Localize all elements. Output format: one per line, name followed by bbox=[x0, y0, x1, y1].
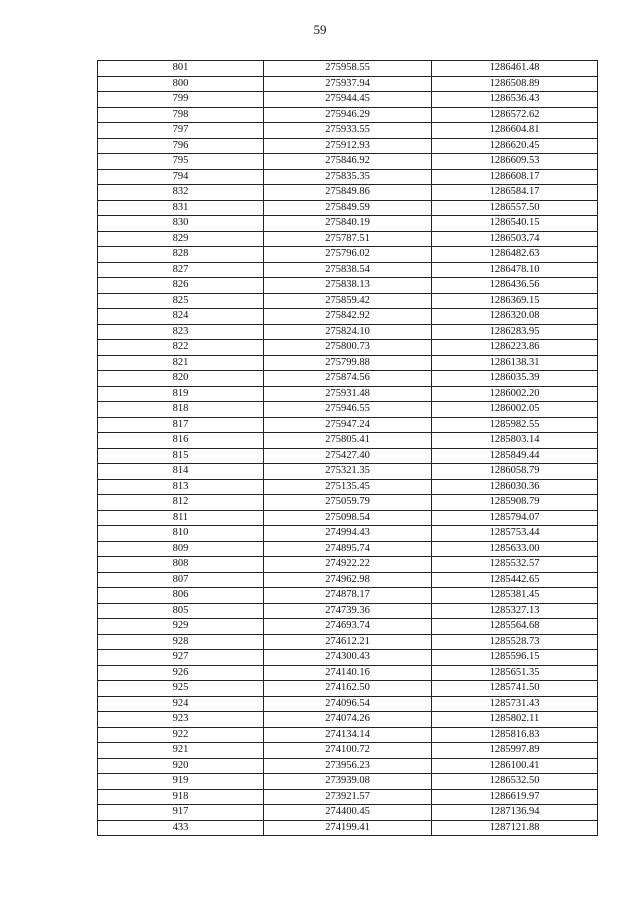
table-row bbox=[98, 603, 598, 619]
y-coordinate-cell: 1285731.43 bbox=[432, 696, 598, 712]
x-coordinate-cell: 275787.51 bbox=[264, 231, 432, 247]
point-number-cell: 926 bbox=[98, 665, 264, 681]
table-row bbox=[98, 789, 598, 805]
x-coordinate-cell: 275800.73 bbox=[264, 340, 432, 356]
y-coordinate-cell: 1286058.79 bbox=[432, 464, 598, 480]
y-coordinate-cell: 1285651.35 bbox=[432, 665, 598, 681]
y-coordinate-cell: 1285908.79 bbox=[432, 495, 598, 511]
y-coordinate-cell: 1285753.44 bbox=[432, 526, 598, 542]
point-number-cell: 923 bbox=[98, 712, 264, 728]
x-coordinate-cell: 275838.13 bbox=[264, 278, 432, 294]
y-coordinate-cell: 1285596.15 bbox=[432, 650, 598, 666]
table-row bbox=[98, 169, 598, 185]
x-coordinate-cell: 275835.35 bbox=[264, 169, 432, 185]
x-coordinate-cell: 274739.36 bbox=[264, 603, 432, 619]
table-row bbox=[98, 92, 598, 108]
x-coordinate-cell: 275947.24 bbox=[264, 417, 432, 433]
point-number-cell: 927 bbox=[98, 650, 264, 666]
y-coordinate-cell: 1286620.45 bbox=[432, 138, 598, 154]
x-coordinate-cell: 275796.02 bbox=[264, 247, 432, 263]
table-row bbox=[98, 650, 598, 666]
table-row bbox=[98, 634, 598, 650]
table-row bbox=[98, 758, 598, 774]
x-coordinate-cell: 274994.43 bbox=[264, 526, 432, 542]
point-number-cell: 826 bbox=[98, 278, 264, 294]
table-row bbox=[98, 619, 598, 635]
x-coordinate-cell: 275840.19 bbox=[264, 216, 432, 232]
x-coordinate-cell: 274134.14 bbox=[264, 727, 432, 743]
table-row bbox=[98, 262, 598, 278]
y-coordinate-cell: 1285816.83 bbox=[432, 727, 598, 743]
x-coordinate-cell: 273921.57 bbox=[264, 789, 432, 805]
table-row bbox=[98, 309, 598, 325]
point-number-cell: 796 bbox=[98, 138, 264, 154]
y-coordinate-cell: 1286002.20 bbox=[432, 386, 598, 402]
point-number-cell: 819 bbox=[98, 386, 264, 402]
page-number: 59 bbox=[313, 22, 327, 37]
y-coordinate-cell: 1286482.63 bbox=[432, 247, 598, 263]
table-row bbox=[98, 340, 598, 356]
table-row bbox=[98, 448, 598, 464]
point-number-cell: 827 bbox=[98, 262, 264, 278]
coordinates-table bbox=[97, 60, 598, 836]
y-coordinate-cell: 1285327.13 bbox=[432, 603, 598, 619]
table-row bbox=[98, 138, 598, 154]
y-coordinate-cell: 1285381.45 bbox=[432, 588, 598, 604]
point-number-cell: 800 bbox=[98, 76, 264, 92]
y-coordinate-cell: 1286320.08 bbox=[432, 309, 598, 325]
y-coordinate-cell: 1286100.41 bbox=[432, 758, 598, 774]
x-coordinate-cell: 275321.35 bbox=[264, 464, 432, 480]
point-number-cell: 918 bbox=[98, 789, 264, 805]
x-coordinate-cell: 274878.17 bbox=[264, 588, 432, 604]
y-coordinate-cell: 1286584.17 bbox=[432, 185, 598, 201]
table-row bbox=[98, 107, 598, 123]
x-coordinate-cell: 274400.45 bbox=[264, 805, 432, 821]
table-row bbox=[98, 402, 598, 418]
table-row bbox=[98, 417, 598, 433]
point-number-cell: 816 bbox=[98, 433, 264, 449]
y-coordinate-cell: 1287121.88 bbox=[432, 820, 598, 836]
x-coordinate-cell: 275933.55 bbox=[264, 123, 432, 139]
point-number-cell: 801 bbox=[98, 61, 264, 77]
table-row bbox=[98, 355, 598, 371]
y-coordinate-cell: 1286503.74 bbox=[432, 231, 598, 247]
point-number-cell: 805 bbox=[98, 603, 264, 619]
x-coordinate-cell: 275846.92 bbox=[264, 154, 432, 170]
point-number-cell: 820 bbox=[98, 371, 264, 387]
table-row bbox=[98, 557, 598, 573]
x-coordinate-cell: 274612.21 bbox=[264, 634, 432, 650]
point-number-cell: 795 bbox=[98, 154, 264, 170]
point-number-cell: 920 bbox=[98, 758, 264, 774]
x-coordinate-cell: 274199.41 bbox=[264, 820, 432, 836]
point-number-cell: 925 bbox=[98, 681, 264, 697]
point-number-cell: 922 bbox=[98, 727, 264, 743]
table-row bbox=[98, 433, 598, 449]
y-coordinate-cell: 1286369.15 bbox=[432, 293, 598, 309]
y-coordinate-cell: 1285997.89 bbox=[432, 743, 598, 759]
point-number-cell: 831 bbox=[98, 200, 264, 216]
y-coordinate-cell: 1285794.07 bbox=[432, 510, 598, 526]
point-number-cell: 806 bbox=[98, 588, 264, 604]
y-coordinate-cell: 1285564.68 bbox=[432, 619, 598, 635]
y-coordinate-cell: 1287136.94 bbox=[432, 805, 598, 821]
table-row bbox=[98, 588, 598, 604]
point-number-cell: 917 bbox=[98, 805, 264, 821]
x-coordinate-cell: 274162.50 bbox=[264, 681, 432, 697]
point-number-cell: 928 bbox=[98, 634, 264, 650]
x-coordinate-cell: 275944.45 bbox=[264, 92, 432, 108]
x-coordinate-cell: 274096.54 bbox=[264, 696, 432, 712]
y-coordinate-cell: 1286557.50 bbox=[432, 200, 598, 216]
y-coordinate-cell: 1285982.55 bbox=[432, 417, 598, 433]
point-number-cell: 829 bbox=[98, 231, 264, 247]
x-coordinate-cell: 275859.42 bbox=[264, 293, 432, 309]
x-coordinate-cell: 275838.54 bbox=[264, 262, 432, 278]
point-number-cell: 828 bbox=[98, 247, 264, 263]
table-row bbox=[98, 541, 598, 557]
table-row bbox=[98, 200, 598, 216]
point-number-cell: 830 bbox=[98, 216, 264, 232]
x-coordinate-cell: 274140.16 bbox=[264, 665, 432, 681]
x-coordinate-cell: 274693.74 bbox=[264, 619, 432, 635]
x-coordinate-cell: 275946.55 bbox=[264, 402, 432, 418]
point-number-cell: 813 bbox=[98, 479, 264, 495]
x-coordinate-cell: 275931.48 bbox=[264, 386, 432, 402]
y-coordinate-cell: 1286030.36 bbox=[432, 479, 598, 495]
y-coordinate-cell: 1285802.11 bbox=[432, 712, 598, 728]
x-coordinate-cell: 274922.22 bbox=[264, 557, 432, 573]
point-number-cell: 808 bbox=[98, 557, 264, 573]
y-coordinate-cell: 1286540.15 bbox=[432, 216, 598, 232]
x-coordinate-cell: 275805.41 bbox=[264, 433, 432, 449]
table-row bbox=[98, 293, 598, 309]
table-row bbox=[98, 712, 598, 728]
x-coordinate-cell: 275135.45 bbox=[264, 479, 432, 495]
point-number-cell: 817 bbox=[98, 417, 264, 433]
point-number-cell: 921 bbox=[98, 743, 264, 759]
y-coordinate-cell: 1285741.50 bbox=[432, 681, 598, 697]
y-coordinate-cell: 1286223.86 bbox=[432, 340, 598, 356]
table-row bbox=[98, 386, 598, 402]
point-number-cell: 812 bbox=[98, 495, 264, 511]
table-row bbox=[98, 743, 598, 759]
point-number-cell: 810 bbox=[98, 526, 264, 542]
table-row bbox=[98, 526, 598, 542]
y-coordinate-cell: 1286604.81 bbox=[432, 123, 598, 139]
table-row bbox=[98, 495, 598, 511]
x-coordinate-cell: 275874.56 bbox=[264, 371, 432, 387]
table-row bbox=[98, 123, 598, 139]
table-row bbox=[98, 76, 598, 92]
table-row bbox=[98, 278, 598, 294]
point-number-cell: 433 bbox=[98, 820, 264, 836]
y-coordinate-cell: 1285633.00 bbox=[432, 541, 598, 557]
y-coordinate-cell: 1286609.53 bbox=[432, 154, 598, 170]
y-coordinate-cell: 1286478.10 bbox=[432, 262, 598, 278]
table-row bbox=[98, 231, 598, 247]
point-number-cell: 823 bbox=[98, 324, 264, 340]
x-coordinate-cell: 275912.93 bbox=[264, 138, 432, 154]
table-row bbox=[98, 247, 598, 263]
y-coordinate-cell: 1285532.57 bbox=[432, 557, 598, 573]
y-coordinate-cell: 1286461.48 bbox=[432, 61, 598, 77]
point-number-cell: 794 bbox=[98, 169, 264, 185]
y-coordinate-cell: 1285849.44 bbox=[432, 448, 598, 464]
point-number-cell: 798 bbox=[98, 107, 264, 123]
point-number-cell: 825 bbox=[98, 293, 264, 309]
table-row bbox=[98, 774, 598, 790]
x-coordinate-cell: 275824.10 bbox=[264, 324, 432, 340]
table-row bbox=[98, 510, 598, 526]
table-row bbox=[98, 185, 598, 201]
x-coordinate-cell: 275946.29 bbox=[264, 107, 432, 123]
point-number-cell: 822 bbox=[98, 340, 264, 356]
point-number-cell: 821 bbox=[98, 355, 264, 371]
x-coordinate-cell: 275849.86 bbox=[264, 185, 432, 201]
y-coordinate-cell: 1286619.97 bbox=[432, 789, 598, 805]
x-coordinate-cell: 274100.72 bbox=[264, 743, 432, 759]
point-number-cell: 924 bbox=[98, 696, 264, 712]
point-number-cell: 811 bbox=[98, 510, 264, 526]
y-coordinate-cell: 1285528.73 bbox=[432, 634, 598, 650]
y-coordinate-cell: 1285803.14 bbox=[432, 433, 598, 449]
y-coordinate-cell: 1286436.56 bbox=[432, 278, 598, 294]
y-coordinate-cell: 1286283.95 bbox=[432, 324, 598, 340]
point-number-cell: 818 bbox=[98, 402, 264, 418]
table-row bbox=[98, 727, 598, 743]
point-number-cell: 809 bbox=[98, 541, 264, 557]
y-coordinate-cell: 1286508.89 bbox=[432, 76, 598, 92]
table-row bbox=[98, 572, 598, 588]
x-coordinate-cell: 275937.94 bbox=[264, 76, 432, 92]
x-coordinate-cell: 274300.43 bbox=[264, 650, 432, 666]
x-coordinate-cell: 275098.54 bbox=[264, 510, 432, 526]
x-coordinate-cell: 275059.79 bbox=[264, 495, 432, 511]
y-coordinate-cell: 1286536.43 bbox=[432, 92, 598, 108]
x-coordinate-cell: 273939.08 bbox=[264, 774, 432, 790]
x-coordinate-cell: 275958.55 bbox=[264, 61, 432, 77]
y-coordinate-cell: 1286572.62 bbox=[432, 107, 598, 123]
x-coordinate-cell: 274895.74 bbox=[264, 541, 432, 557]
table-row bbox=[98, 479, 598, 495]
x-coordinate-cell: 275427.40 bbox=[264, 448, 432, 464]
y-coordinate-cell: 1286532.50 bbox=[432, 774, 598, 790]
point-number-cell: 814 bbox=[98, 464, 264, 480]
x-coordinate-cell: 273956.23 bbox=[264, 758, 432, 774]
x-coordinate-cell: 275849.59 bbox=[264, 200, 432, 216]
y-coordinate-cell: 1286002.05 bbox=[432, 402, 598, 418]
table-row bbox=[98, 805, 598, 821]
y-coordinate-cell: 1286608.17 bbox=[432, 169, 598, 185]
table-row bbox=[98, 681, 598, 697]
table-row bbox=[98, 820, 598, 836]
table-row bbox=[98, 61, 598, 77]
point-number-cell: 929 bbox=[98, 619, 264, 635]
point-number-cell: 797 bbox=[98, 123, 264, 139]
point-number-cell: 799 bbox=[98, 92, 264, 108]
point-number-cell: 824 bbox=[98, 309, 264, 325]
x-coordinate-cell: 275799.88 bbox=[264, 355, 432, 371]
y-coordinate-cell: 1286138.31 bbox=[432, 355, 598, 371]
x-coordinate-cell: 274074.26 bbox=[264, 712, 432, 728]
coordinates-table-body bbox=[98, 61, 598, 836]
x-coordinate-cell: 275842.92 bbox=[264, 309, 432, 325]
table-row bbox=[98, 464, 598, 480]
table-row bbox=[98, 371, 598, 387]
table-row bbox=[98, 665, 598, 681]
table-row bbox=[98, 154, 598, 170]
x-coordinate-cell: 274962.98 bbox=[264, 572, 432, 588]
point-number-cell: 815 bbox=[98, 448, 264, 464]
y-coordinate-cell: 1286035.39 bbox=[432, 371, 598, 387]
table-row bbox=[98, 696, 598, 712]
point-number-cell: 807 bbox=[98, 572, 264, 588]
y-coordinate-cell: 1285442.65 bbox=[432, 572, 598, 588]
table-row bbox=[98, 216, 598, 232]
point-number-cell: 919 bbox=[98, 774, 264, 790]
point-number-cell: 832 bbox=[98, 185, 264, 201]
table-row bbox=[98, 324, 598, 340]
